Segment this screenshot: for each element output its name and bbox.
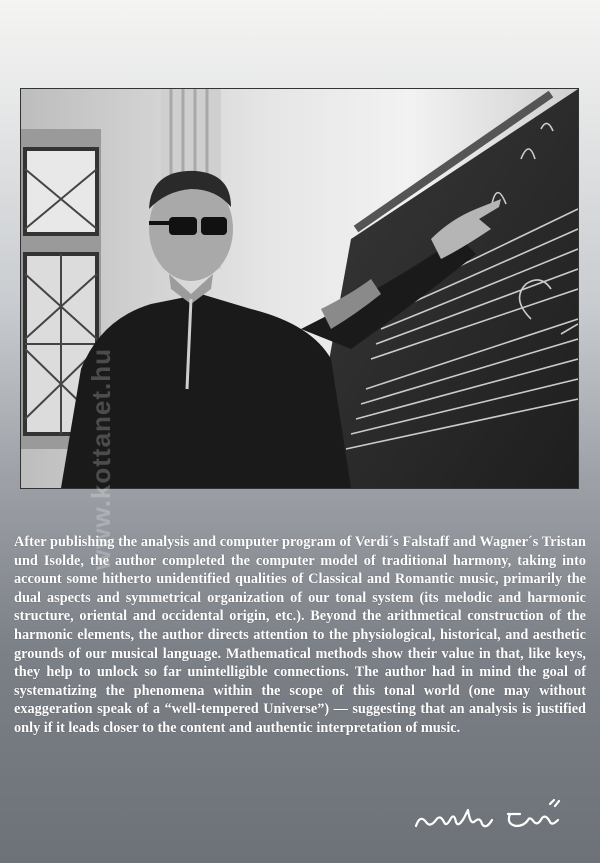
- signature-icon: [412, 796, 572, 836]
- author-signature: [412, 796, 572, 836]
- portrait-photo-icon: [21, 89, 578, 488]
- watermark-text: www.kottanet.hu: [86, 347, 116, 570]
- blurb-text: After publishing the analysis and computer program of Verdi´s Falstaff and Wagner´s Tristan und Isolde, the author completed the computer model of traditional harmony, taking into account some hitherto unidentified qualities of Classical and Romantic music, primarily the dual aspects and symmetrical organization of our tonal system (its melodic and harmonic structure, oriental and occidental origin, etc.). Beyond the arithmetical construction of the harmonic elements, the author directs attention to the physiological, historical, and aesthetic grounds of our musical language. Mathematical methods show their value in that, like keys, they help to unlock so far unintelligible connections. The author had in mind the goal of systematizing the phenomena within the scope of this tonal world (one may without exaggeration speak of a “well-tempered Universe”) — suggesting that an analysis is justified only if it leads closer to the content and authentic interpretation of music.: [14, 534, 586, 736]
- cover-photo: [20, 88, 579, 489]
